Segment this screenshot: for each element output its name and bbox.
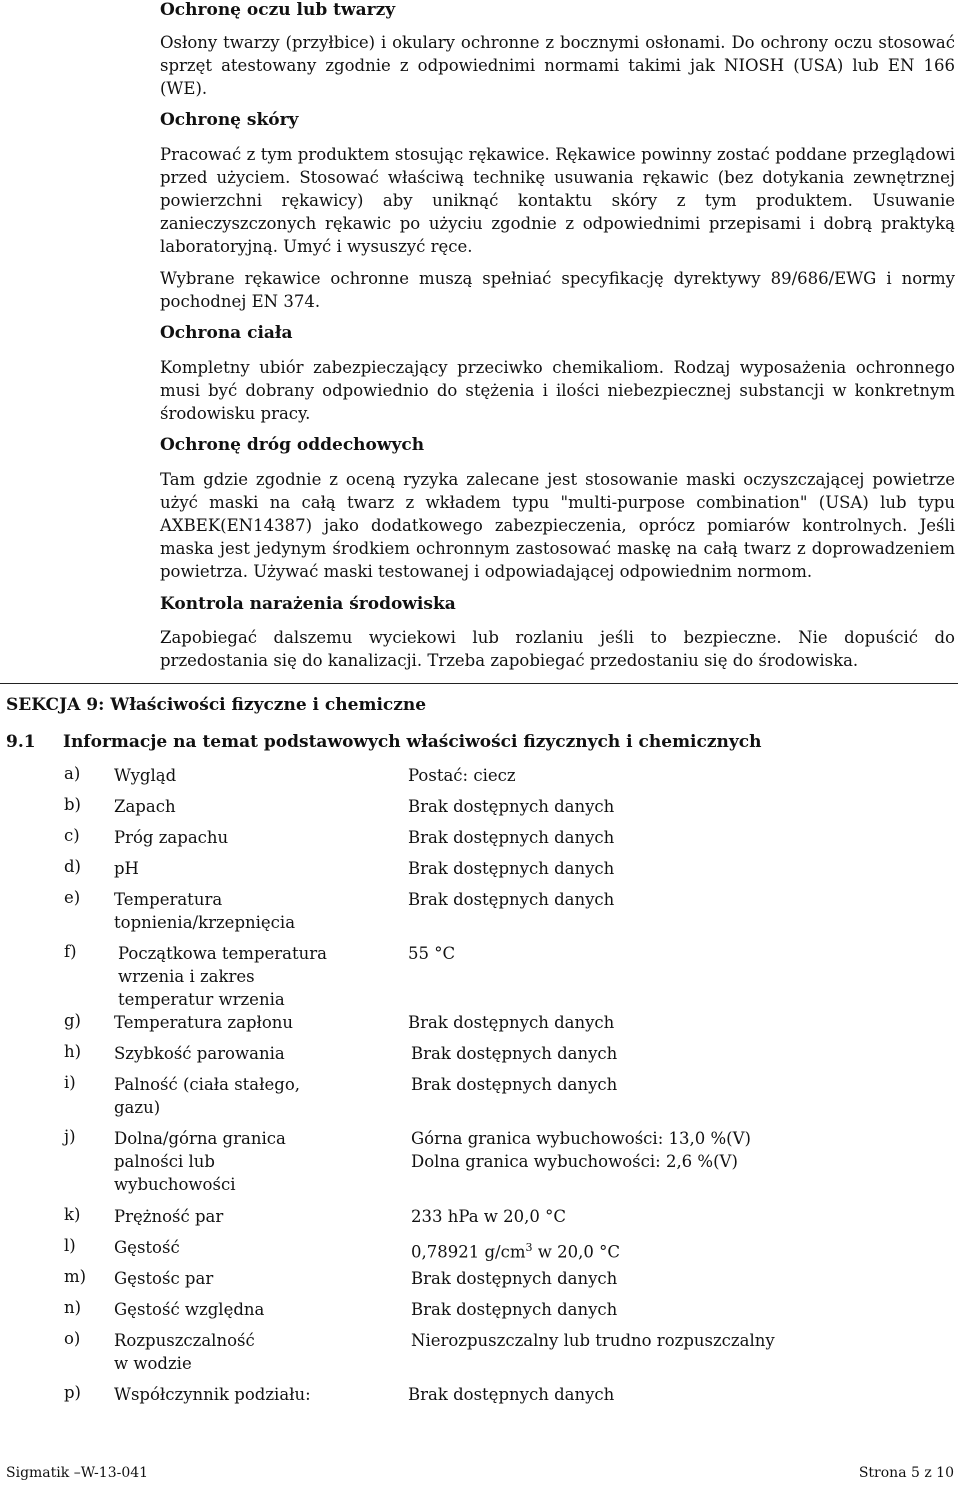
skin-protection-heading: Ochronę skóry xyxy=(160,110,299,130)
density-condition: w 20,0 °C xyxy=(532,1242,620,1262)
property-name: Palność (ciała stałego, gazu) xyxy=(114,1075,301,1117)
property-name: Szybkość parowania xyxy=(114,1044,285,1063)
property-letter: a) xyxy=(64,764,81,783)
body-protection-heading: Ochrona ciała xyxy=(160,323,293,343)
property-name: Wygląd xyxy=(114,766,177,785)
property-value: Górna granica wybuchowości: 13,0 %(V) xyxy=(411,1129,751,1148)
property-name: Współczynnik podziału: xyxy=(114,1385,311,1404)
property-letter: b) xyxy=(64,795,81,814)
property-letter: g) xyxy=(64,1011,81,1030)
density-value: 0,78921 g/cm xyxy=(411,1242,526,1262)
respiratory-protection-text: Tam gdzie zgodnie z oceną ryzyka zalecane jest stosowanie maski oczyszczającej powietrze użyć maski na całą twarz z wkładem typu "multi-purpose combination" (USA) lub typu AXBEK(EN14387) jako dodatkowego zabezpieczenia, oprócz pomiarów kontrolnych. Jeśli maska jest jedynym środkiem ochronnym zastosować maskę na całą twarz z doprowadzeniem powietrza. Używać maski testowanej i odpowiadającej odpowiednim normom. xyxy=(160,470,955,581)
footer-page-number: Strona 5 z 10 xyxy=(858,1465,954,1481)
property-name: Temperatura topnienia/krzepnięcia xyxy=(114,890,296,932)
property-letter: i) xyxy=(64,1073,76,1092)
property-name: Gęstość xyxy=(114,1238,180,1257)
environment-text: Zapobiegać dalszemu wyciekowi lub rozlaniu jeśli to bezpieczne. Nie dopuścić do przedostania się do kanalizacji. Trzeba zapobiegać przedostaniu się do środowiska. xyxy=(160,628,955,670)
gloves-standard-text: Wybrane rękawice ochronne muszą spełniać specyfikację dyrektywy 89/686/EWG i normy pochodnej EN 374. xyxy=(160,269,955,311)
property-value: Brak dostępnych danych xyxy=(411,1269,618,1288)
property-name: Temperatura zapłonu xyxy=(114,1013,294,1032)
property-name: Początkowa temperatura wrzenia i zakres temperatur wrzenia xyxy=(118,944,327,1009)
property-name: Prężność par xyxy=(114,1207,224,1226)
property-value: Brak dostępnych danych xyxy=(411,1075,618,1094)
property-value: Brak dostępnych danych xyxy=(411,1300,618,1319)
eye-protection-text: Osłony twarzy (przyłbice) i okulary ochronne z bocznymi osłonami. Do ochrony oczu stosować sprzęt atestowany zgodnie z odpowiednimi normami takimi jak NIOSH (USA) lub EN 166 (WE). xyxy=(160,33,955,98)
property-letter: l) xyxy=(64,1236,76,1255)
property-name: Gęstośc par xyxy=(114,1269,214,1288)
property-name: Próg zapachu xyxy=(114,828,229,847)
property-letter: j) xyxy=(64,1127,76,1146)
property-letter: f) xyxy=(64,942,77,961)
property-letter: k) xyxy=(64,1205,81,1224)
property-letter: d) xyxy=(64,857,81,876)
property-letter: c) xyxy=(64,826,80,845)
property-letter: p) xyxy=(64,1383,81,1402)
property-letter: m) xyxy=(64,1267,87,1286)
property-value xyxy=(411,1236,911,1264)
property-value: Brak dostępnych danych xyxy=(408,797,615,816)
footer-document-id: Sigmatik –W-13-041 xyxy=(6,1465,149,1481)
property-name: Dolna/górna granica palności lub wybuchowości xyxy=(114,1129,286,1194)
property-value: 55 °C xyxy=(408,944,456,963)
subsection-title: Informacje na temat podstawowych właściwości fizycznych i chemicznych xyxy=(63,732,762,752)
property-value: Brak dostępnych danych xyxy=(408,828,615,847)
property-letter: o) xyxy=(64,1329,81,1348)
property-value: Brak dostępnych danych xyxy=(408,859,615,878)
property-name: Gęstość względna xyxy=(114,1300,265,1319)
property-value: Brak dostępnych danych xyxy=(411,1044,618,1063)
property-value: Postać: ciecz xyxy=(408,766,516,785)
property-value: Nierozpuszczalny lub trudno rozpuszczalny xyxy=(411,1331,775,1350)
property-value: Brak dostępnych danych xyxy=(408,890,615,909)
property-value-secondary: Dolna granica wybuchowości: 2,6 %(V) xyxy=(411,1152,738,1171)
property-value: 233 hPa w 20,0 °C xyxy=(411,1207,567,1226)
subsection-number: 9.1 xyxy=(6,732,36,752)
environment-heading: Kontrola narażenia środowiska xyxy=(160,594,456,614)
property-letter: e) xyxy=(64,888,81,907)
skin-protection-text: Pracować z tym produktem stosując rękawice. Rękawice powinny zostać poddane przeglądowi przed użyciem. Stosować właściwą technikę usuwania rękawic (bez dotykania zewnętrznej powierzchni rękawicy) aby uniknąć kontaktu skóry z tym produktem. Usuwanie zanieczyszczonych rękawic po użyciu zgodnie z odpowiednimi przepisami i dobrą praktyką laboratoryjną. Umyć i wysuszyć ręce. xyxy=(160,145,955,256)
section-divider xyxy=(0,683,958,684)
property-value: Brak dostępnych danych xyxy=(408,1013,615,1032)
property-name: pH xyxy=(114,859,139,878)
section9-title: SEKCJA 9: Właściwości fizyczne i chemiczne xyxy=(6,695,427,715)
property-letter: h) xyxy=(64,1042,82,1061)
property-letter: n) xyxy=(64,1298,82,1317)
density-exponent: 3 xyxy=(525,1241,533,1254)
body-protection-text: Kompletny ubiór zabezpieczający przeciwko chemikaliom. Rodzaj wyposażenia ochronnego musi być dobrany odpowiednio do stężenia i ilości niebezpiecznej substancji w konkretnym środowisku pracy. xyxy=(160,358,955,423)
property-name: Rozpuszczalność w wodzie xyxy=(114,1331,255,1373)
property-name: Zapach xyxy=(114,797,176,816)
property-value: Brak dostępnych danych xyxy=(408,1385,615,1404)
respiratory-protection-heading: Ochronę dróg oddechowych xyxy=(160,435,425,455)
eye-protection-heading: Ochronę oczu lub twarzy xyxy=(160,0,396,20)
